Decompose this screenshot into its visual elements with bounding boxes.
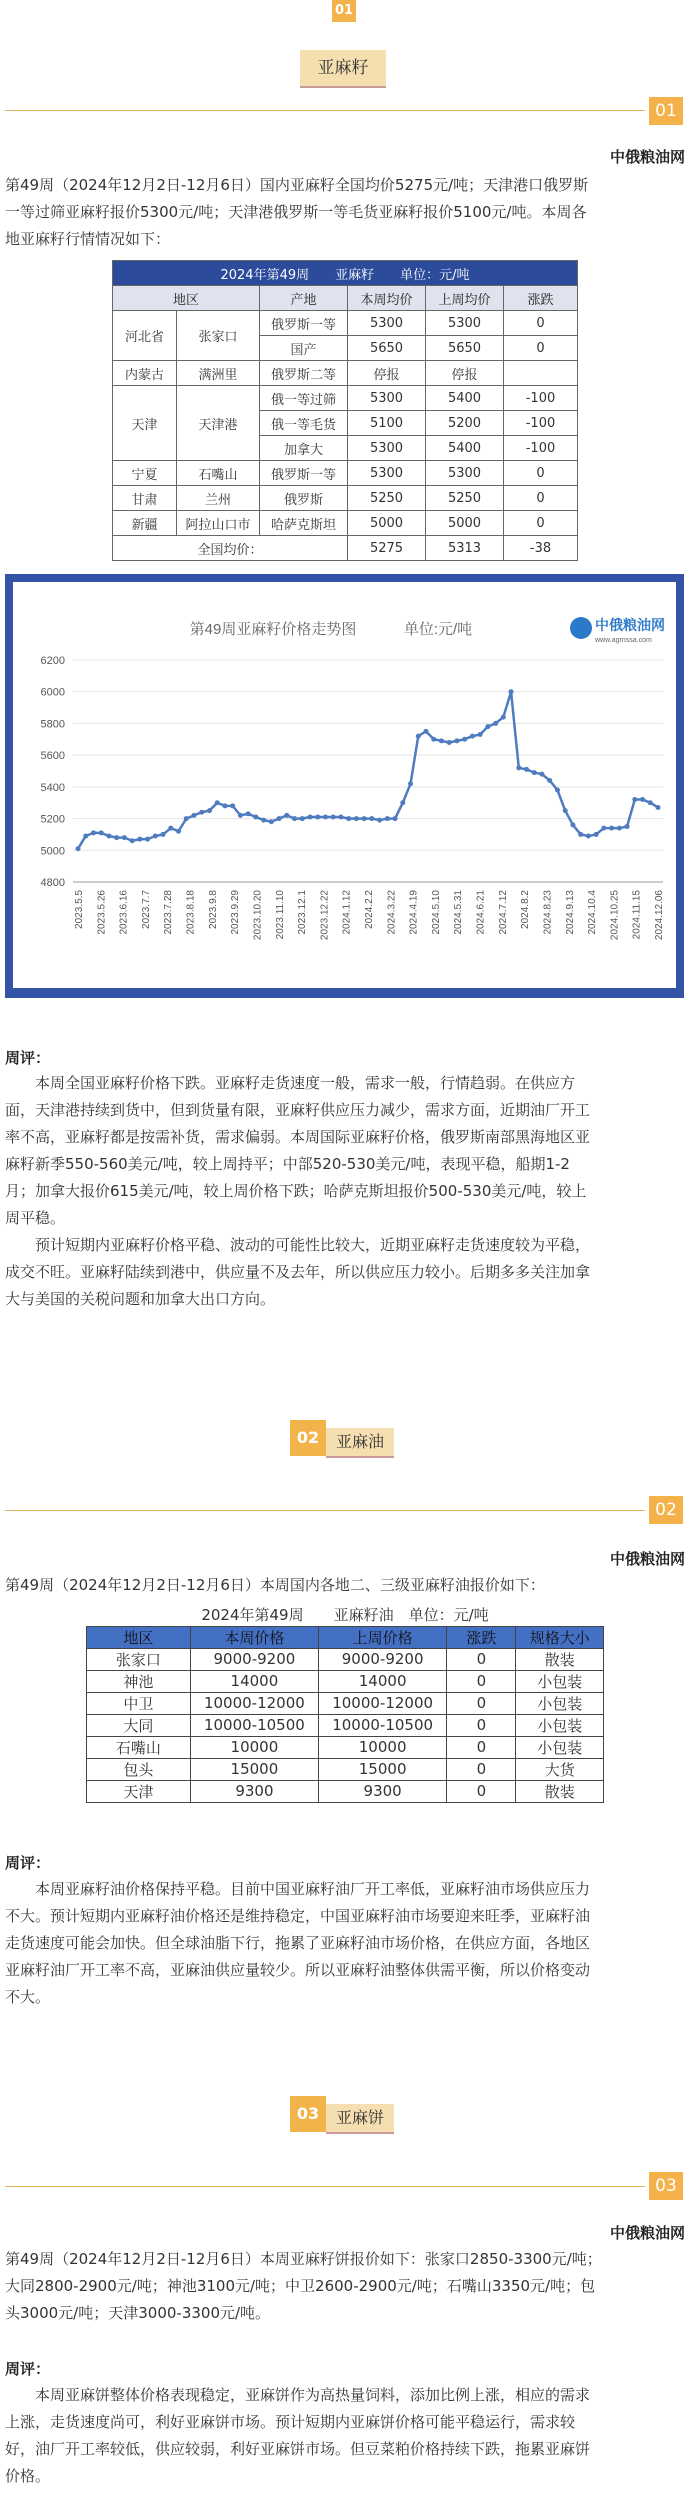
data-point (385, 816, 390, 821)
data-point (470, 734, 475, 739)
source-label: 中俄粮油网 (609, 1550, 685, 1568)
x-tick-label: 2024.10.4 (587, 890, 599, 935)
data-point (516, 765, 521, 770)
data-point (640, 797, 645, 802)
x-tick-label: 2024.4.19 (408, 890, 420, 935)
comment-paragraph: 本周亚麻籽油价格保持平稳。目前中国亚麻籽油厂开工率低，亚麻籽油市场供应压力 不大。预计短期内亚麻籽油价格还是维持稳定，中国亚麻籽油市场要迎来旺季，亚麻籽油 走货速度可能会加快。但全球油脂下行，拖累了亚麻籽油市场价格，在供应方面，各地区 亚麻籽油厂开工率不高，亚麻油供应量较少。所以亚麻籽油整体供需平衡，所以价格变动 不大。 (5, 1880, 591, 2006)
x-tick-label: 2023.12.22 (319, 890, 331, 941)
data-point (161, 832, 166, 837)
data-point (648, 800, 653, 805)
data-point (578, 832, 583, 837)
x-tick-label: 2024.6.21 (475, 890, 487, 935)
table-row: 包头 15000 15000 0 大货 (87, 1758, 604, 1780)
section-number: 02 (290, 1420, 326, 1456)
x-tick-label: 2023.7.7 (140, 890, 152, 929)
x-tick-label: 2024.3.22 (386, 890, 398, 935)
data-point (408, 781, 413, 786)
x-tick-label: 2024.9.13 (564, 890, 576, 935)
table-row: 全国均价： 5275 5313 -38 (113, 536, 578, 561)
data-point (555, 788, 560, 793)
data-point (609, 826, 614, 831)
y-tick-label: 5600 (40, 750, 65, 763)
data-point (540, 772, 545, 777)
data-point (106, 834, 111, 839)
section-number: 01 (332, 0, 356, 22)
source-label: 中俄粮油网 (609, 2224, 685, 2242)
data-point (563, 808, 568, 813)
data-point (656, 805, 661, 810)
x-tick-label: 2023.9.29 (230, 890, 242, 935)
data-point (253, 814, 258, 819)
table-row: 大同 10000-10500 10000-10500 0 小包装 (87, 1714, 604, 1736)
data-point (277, 816, 282, 821)
intro-paragraph: 第49周（2024年12月2日-12月6日）国内亚麻籽全国均价5275元/吨；天津港口俄罗斯 一等过筛亚麻籽报价5300元/吨；天津港俄罗斯一等毛货亚麻籽报价5100元/吨。本周各 地亚麻籽行情情况如下： (5, 176, 589, 248)
data-point (632, 797, 637, 802)
data-point (184, 816, 189, 821)
section-title: 亚麻油 (326, 1428, 394, 1458)
data-point (454, 738, 459, 743)
y-tick-label: 6200 (40, 655, 65, 667)
data-point (207, 808, 212, 813)
data-point (416, 734, 421, 739)
section-title: 亚麻籽 (300, 50, 386, 88)
table-row: 内蒙古 满洲里 俄罗斯二等 停报 停报 (113, 361, 578, 386)
x-tick-label: 2024.10.25 (609, 890, 621, 941)
data-point (524, 767, 529, 772)
data-point (393, 816, 398, 821)
section-badge: 02 (649, 1496, 683, 1524)
section-badge: 01 (649, 97, 683, 125)
table-header: 地区 (87, 1626, 191, 1648)
data-point (625, 824, 630, 829)
data-point (153, 834, 158, 839)
table-header: 上周均价 (426, 286, 504, 311)
data-point (137, 837, 142, 842)
x-tick-label: 2024.5.31 (453, 890, 465, 935)
table-header: 规格大小 (516, 1626, 604, 1648)
data-point (91, 830, 96, 835)
data-point (246, 811, 251, 816)
intro-paragraph: 第49周（2024年12月2日-12月6日）本周亚麻籽饼报价如下：张家口2850-3300元/吨； 大同2800-2900元/吨；神池3100元/吨；中卫2600-2900元/吨；石嘴山3350元/吨；包 头3000元/吨；天津3000-3300元/吨。 (5, 2250, 602, 2322)
data-point (83, 834, 88, 839)
y-tick-label: 5400 (40, 781, 65, 794)
x-tick-label: 2023.10.20 (252, 890, 264, 941)
x-tick-label: 2024.2.2 (364, 890, 375, 929)
y-tick-label: 6000 (40, 686, 65, 699)
data-point (269, 819, 274, 824)
data-point (377, 818, 382, 823)
data-point (176, 829, 181, 834)
data-point (485, 724, 490, 729)
chart-unit-label: 单位:元/吨 (403, 621, 473, 638)
data-point (130, 838, 135, 843)
data-point (431, 737, 436, 742)
data-point (447, 740, 452, 745)
data-point (424, 729, 429, 734)
data-point (76, 846, 81, 851)
comment-paragraph: 本周全国亚麻籽价格下跌。亚麻籽走货速度一般，需求一般，行情趋弱。在供应方 面，天津港持续到货中，但到货量有限，亚麻籽供应压力减少，需求方面，近期油厂开工 率不高，亚麻籽都是按需补货，需求偏弱。本周国际亚麻籽价格，俄罗斯南部黑海地区亚 麻籽新季550-560美元/吨，较上周持平；中部520-530美元/吨，表现平稳，船期1-2 月；加拿大报价615美元/吨，较上周价格下跌；哈萨克斯坦报价500-530美元/吨，较上 周平稳。 预计短期内亚麻籽价格平稳、波动的可能性比较大，近期亚麻籽走货速度较为平稳， 成交不旺。亚麻籽陆续到港中，供应量不及去年，所以供应压力较小。后期多多关注加拿 大与美国的关税问题和加拿大出口方向。 (5, 1074, 591, 1308)
x-tick-label: 2023.6.16 (118, 890, 130, 935)
data-point (215, 800, 220, 805)
linseed-oil-price-table (86, 1604, 604, 1803)
intro-paragraph: 第49周（2024年12月2日-12月6日）本周国内各地二、三级亚麻籽油报价如下： (5, 1576, 545, 1594)
x-tick-label: 2023.5.26 (96, 890, 108, 935)
divider (5, 1510, 645, 1511)
data-point (222, 803, 227, 808)
data-point (601, 826, 606, 831)
table-row: 国产 5650 5650 0 (113, 336, 578, 361)
table-title: 2024年第49周 亚麻籽油 单位：元/吨 (201, 1606, 489, 1625)
data-point (501, 715, 506, 720)
y-tick-label: 4800 (40, 877, 65, 889)
source-label: 中俄粮油网 (609, 148, 685, 166)
x-tick-label: 2024.8.23 (542, 890, 554, 935)
x-tick-label: 2023.5.5 (74, 890, 85, 929)
data-point (284, 813, 289, 818)
data-point (594, 832, 599, 837)
table-header: 产地 (260, 286, 348, 311)
data-point (338, 814, 343, 819)
data-point (547, 778, 552, 783)
x-tick-label: 2024.11.15 (631, 890, 643, 940)
table-header: 上周价格 (319, 1626, 447, 1648)
table-row: 河北省 张家口 俄罗斯一等 5300 5300 0 (113, 311, 578, 336)
data-point (532, 770, 537, 775)
table-row: 天津 9300 9300 0 散装 (87, 1780, 604, 1802)
table-row: 张家口 9000-9200 9000-9200 0 散装 (87, 1648, 604, 1670)
data-point (315, 814, 320, 819)
table-header: 本周价格 (190, 1626, 318, 1648)
table-row: 俄一等毛货 5100 5200 -100 (113, 411, 578, 436)
data-point (617, 826, 622, 831)
data-point (354, 816, 359, 821)
data-point (99, 830, 104, 835)
linseed-price-table (112, 260, 578, 561)
data-point (114, 835, 119, 840)
table-row: 加拿大 5300 5400 -100 (113, 436, 578, 461)
price-line-chart (13, 582, 676, 988)
data-point (300, 816, 305, 821)
table-row: 中卫 10000-12000 10000-12000 0 小包装 (87, 1692, 604, 1714)
divider (5, 110, 645, 111)
data-point (192, 813, 197, 818)
svg-text:中俄粮油网: 中俄粮油网 (595, 617, 665, 633)
x-tick-label: 2023.9.8 (207, 890, 219, 929)
data-point (369, 816, 374, 821)
table-row: 石嘴山 10000 10000 0 小包装 (87, 1736, 604, 1758)
comment-label: 周评： (5, 1854, 51, 1872)
table-row: 神池 14000 14000 0 小包装 (87, 1670, 604, 1692)
data-point (261, 818, 266, 823)
data-point (493, 721, 498, 726)
comment-paragraph: 本周亚麻饼整体价格表现稳定，亚麻饼作为高热量饲料，添加比例上涨，相应的需求 上涨，走货速度尚可，利好亚麻饼市场。预计短期内亚麻饼价格可能平稳运行，需求较 好，油厂开工率较低，供应较弱，利好亚麻饼市场。但豆菜粕价格持续下跌，拖累亚麻饼 价格。 (5, 2386, 591, 2485)
x-tick-label: 2024.12.06 (654, 890, 665, 941)
section-title: 亚麻饼 (326, 2104, 394, 2134)
data-point (308, 814, 313, 819)
divider (5, 2186, 645, 2187)
data-point (478, 732, 483, 737)
x-tick-label: 2024.7.12 (497, 890, 509, 935)
data-point (323, 814, 328, 819)
y-tick-label: 5000 (40, 845, 65, 858)
data-point (570, 822, 575, 827)
x-tick-label: 2024.8.2 (520, 890, 532, 929)
data-point (439, 738, 444, 743)
x-tick-label: 2023.7.28 (163, 890, 175, 935)
data-point (362, 816, 367, 821)
data-point (168, 826, 173, 831)
table-header: 涨跌 (447, 1626, 516, 1648)
data-point (145, 837, 150, 842)
table-row: 宁夏 石嘴山 俄罗斯一等 5300 5300 0 (113, 461, 578, 486)
table-header: 涨跌 (504, 286, 578, 311)
data-point (292, 816, 297, 821)
chart-logo (570, 617, 665, 644)
table-header: 地区 (113, 286, 260, 311)
data-point (331, 814, 336, 819)
data-point (346, 816, 351, 821)
y-tick-label: 5800 (40, 718, 65, 731)
data-point (238, 813, 243, 818)
table-row: 新疆 阿拉山口市 哈萨克斯坦 5000 5000 0 (113, 511, 578, 536)
table-row: 甘肃 兰州 俄罗斯 5250 5250 0 (113, 486, 578, 511)
data-point (122, 835, 127, 840)
comment-label: 周评： (5, 1049, 51, 1067)
data-point (509, 689, 514, 694)
chart-title: 第49周亚麻籽价格走势图 (189, 621, 357, 638)
y-tick-label: 5200 (40, 813, 65, 826)
table-title: 2024年第49周 亚麻籽 单位：元/吨 (113, 261, 578, 286)
data-point (230, 803, 235, 808)
section-badge: 03 (649, 2172, 683, 2200)
x-tick-label: 2023.12.1 (297, 890, 309, 935)
section-number: 03 (290, 2096, 326, 2132)
table-header: 本周均价 (348, 286, 426, 311)
x-tick-label: 2023.11.10 (274, 890, 286, 940)
data-point (199, 810, 204, 815)
data-point (462, 737, 467, 742)
data-point (400, 800, 405, 805)
svg-text:www.agrnssa.com: www.agrnssa.com (595, 637, 652, 644)
comment-label: 周评： (5, 2360, 51, 2378)
x-tick-label: 2023.8.18 (185, 890, 197, 935)
data-point (586, 834, 591, 839)
price-chart (5, 574, 684, 998)
x-tick-label: 2024.1.12 (341, 890, 353, 935)
x-tick-label: 2024.5.10 (430, 890, 442, 935)
table-row: 天津 天津港 俄一等过筛 5300 5400 -100 (113, 386, 578, 411)
